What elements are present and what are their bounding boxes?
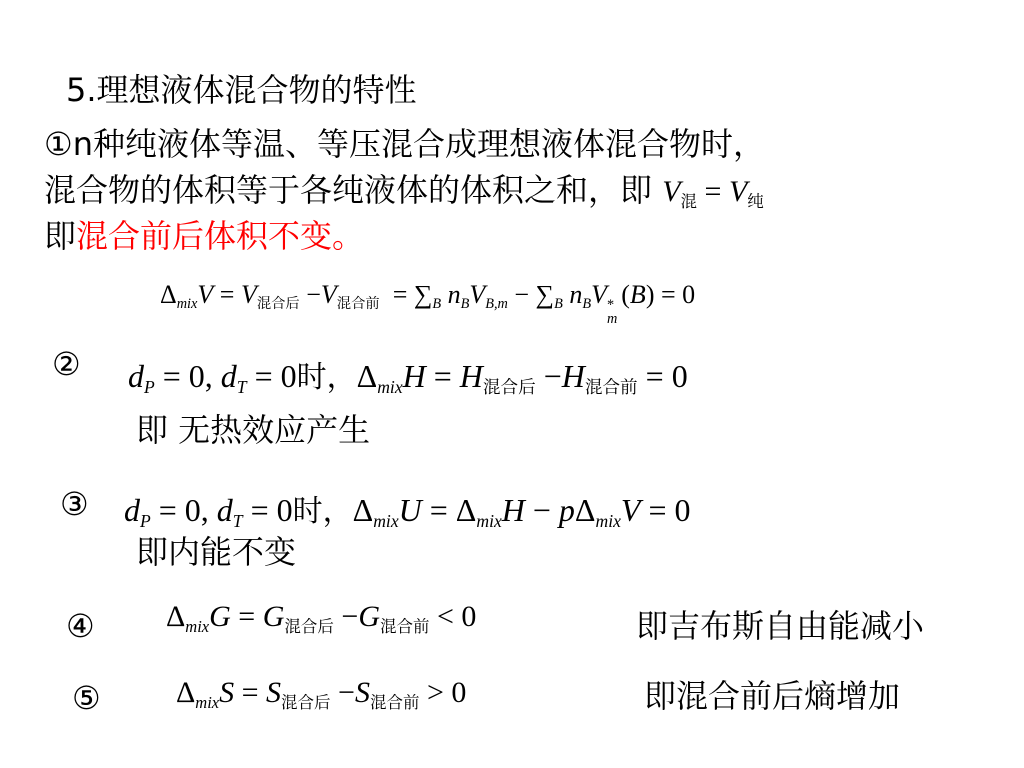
item5-marker: ⑤ [72, 679, 101, 717]
item1-inline-equation: V混 = V纯 [662, 175, 764, 211]
item4-explanation: 即吉布斯自由能减小 [636, 607, 925, 645]
item2-marker: ② [52, 345, 81, 383]
item1-line3-highlight: 混合前后体积不变。 [76, 217, 365, 255]
item4-sub-after: 混合后 [284, 616, 334, 636]
formula-entropy: $\Delta_{mix}S = S$混合后 −S混合前 > 0 [176, 676, 467, 712]
item1-line2 [44, 170, 764, 222]
title-text: 5.理想液体混合物的特性 [66, 71, 417, 109]
item4-sub-before: 混合前 [379, 616, 430, 636]
item4-marker: ④ [66, 607, 95, 645]
slide-title [66, 70, 417, 110]
formula-gibbs: $\Delta_{mix}G = G$混合后 −G混合前 < 0 [166, 600, 477, 636]
item1-line1-text: n种纯液体等温、等压混合成理想液体混合物时， [72, 125, 765, 163]
formula-volume-sub-after: 混合后 [256, 296, 300, 312]
item5-sub-before: 混合前 [369, 692, 420, 712]
formula-volume: $\Delta_{mix}V = V$混合后 −V混合前 = $\sum_B$ $n_BV_{B,m} - \sum_B$ $n_BV$ * m (B) = 0 [160, 280, 696, 327]
item1-line2-text: 混合物的体积等于各纯液体的体积之和，即 [44, 171, 653, 209]
item3-condition-suffix: 时， [292, 494, 353, 529]
item5-explanation: 即混合前后熵增加 [644, 677, 901, 715]
item3-explanation: 即内能不变 [136, 533, 297, 571]
item3-marker: ③ [60, 485, 89, 523]
item2-condition-suffix: 时， [296, 360, 357, 395]
item1-line1 [44, 124, 765, 164]
item1-line3 [44, 216, 364, 256]
formula-enthalpy: $d_P = 0$, $d_T = 0$时，$\Delta_{mix}H = H$混合后 −H混合前 = 0 [128, 358, 688, 399]
item5-sub-after: 混合后 [281, 692, 331, 712]
v-mix-subscript: 混 [680, 191, 698, 211]
item1-line3-prefix: 即 [44, 217, 77, 255]
formula-volume-sub-before: 混合前 [336, 296, 380, 312]
item2-sub-before: 混合前 [584, 378, 638, 399]
item2-explanation: 即 无热效应产生 [136, 411, 371, 449]
item2-sub-after: 混合后 [482, 378, 536, 399]
v-pure-subscript: 纯 [747, 191, 764, 211]
formula-internal-energy: $d_P = 0$, $d_T = 0$时，$\Delta_{mix}U = \Delta_{mix}H - p\Delta_{mix}V = 0$ [124, 492, 691, 532]
item1-marker: ① [44, 125, 73, 163]
